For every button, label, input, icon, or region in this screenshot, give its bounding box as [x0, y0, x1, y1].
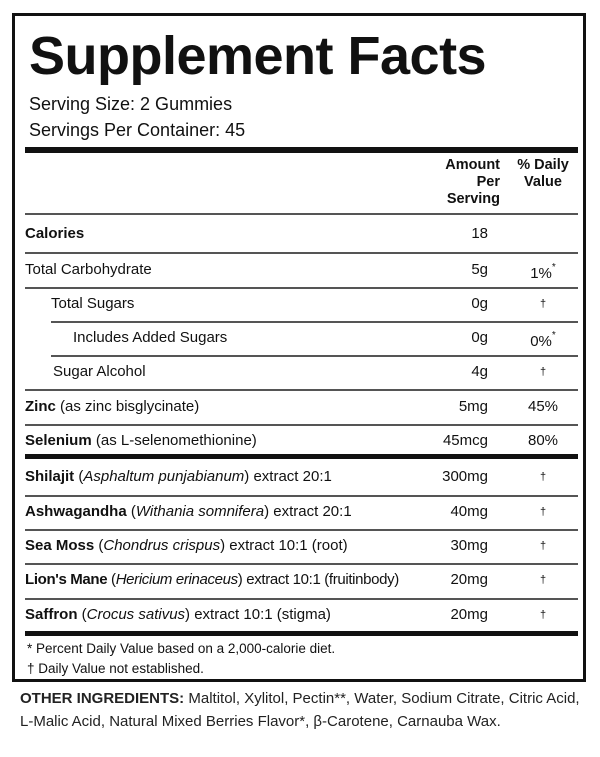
divider: [25, 389, 578, 391]
other-ingredients: [20, 687, 586, 733]
nutrient-daily-value: 45%: [527, 398, 559, 415]
row-added-sugars: [15, 323, 583, 353]
dagger-mark: †: [539, 574, 547, 586]
nutrient-amount: 0g: [471, 329, 488, 346]
dv-value: 1%: [530, 265, 552, 282]
panel-title: Supplement Facts: [29, 26, 487, 86]
footnote-daily-value: * Percent Daily Value based on a 2,000-calorie diet.: [27, 641, 336, 656]
row-total-carbohydrate: [15, 255, 583, 285]
row-ashwagandha: [15, 497, 583, 527]
ingredient-name: [25, 565, 399, 595]
paren: (: [74, 468, 84, 485]
ingredient-name: [25, 531, 348, 561]
ingredient-name-bold: Sea Moss: [25, 537, 95, 554]
row-shilajit: [15, 462, 583, 492]
ingredient-name-bold: Ashwagandha: [25, 503, 127, 520]
extract-detail: ) extract 10:1 (stigma): [185, 606, 331, 623]
latin-name: Crocus sativus: [86, 606, 186, 623]
latin-name: Asphaltum punjabianum: [83, 468, 245, 485]
nutrient-amount: 5mg: [458, 398, 488, 415]
nutrient-amount: 0g: [471, 295, 488, 312]
row-total-sugars: [15, 289, 583, 319]
divider: [25, 252, 578, 254]
paren: (: [77, 606, 87, 623]
latin-name: Hericium erinaceus: [115, 571, 238, 588]
amount-header-line: Serving: [446, 191, 500, 207]
extract-detail: ) extract 20:1: [264, 503, 352, 520]
other-ingredients-list: Maltitol, Xylitol, Pectin**, Water, Sodium Citrate, Citric Acid, L-Malic Acid, Natural Mixed Berries Flavor*, β-Carotene, Carnauba Wax.: [20, 690, 580, 730]
nutrient-name: Total Sugars: [51, 295, 135, 312]
nutrient-name: [25, 392, 199, 422]
latin-name: Withania somnifera: [135, 503, 265, 520]
row-sugar-alcohol: [15, 357, 583, 387]
nutrient-name-bold: Selenium: [25, 432, 92, 449]
nutrient-name: Calories: [25, 225, 85, 242]
other-ingredients-heading: OTHER INGREDIENTS:: [20, 690, 185, 707]
amount-header-line: Amount: [445, 157, 500, 173]
nutrient-name: Includes Added Sugars: [73, 329, 228, 346]
ingredient-amount: 300mg: [442, 468, 488, 485]
nutrient-name: Total Carbohydrate: [25, 261, 152, 278]
dagger-mark: †: [539, 540, 547, 552]
dagger-mark: †: [539, 366, 547, 378]
ingredient-name: [25, 497, 352, 527]
dagger-mark: †: [539, 471, 547, 483]
row-zinc: [15, 392, 583, 422]
amount-header-line: Per: [476, 174, 500, 190]
nutrient-amount: 5g: [471, 261, 488, 278]
ingredient-name: [25, 462, 332, 492]
nutrient-amount: 45mcg: [442, 432, 488, 449]
nutrient-amount: 18: [471, 225, 488, 242]
nutrient-amount: 4g: [471, 363, 488, 380]
extract-detail: ) extract 10:1 (fruitinbody): [237, 571, 399, 588]
nutrient-source: (as zinc bisglycinate): [55, 398, 200, 415]
thick-rule-botanicals: [25, 454, 578, 459]
ingredient-amount: 40mg: [450, 503, 488, 520]
ingredient-name-bold: Saffron: [25, 606, 78, 623]
ingredient-name: [25, 600, 331, 630]
dagger-mark: †: [539, 506, 547, 518]
supplement-facts-panel: [12, 13, 586, 682]
row-calories: [15, 219, 583, 249]
ingredient-amount: 20mg: [450, 606, 488, 623]
extract-detail: ) extract 20:1: [244, 468, 332, 485]
nutrient-daily-value: [507, 323, 579, 357]
asterisk-mark: *: [551, 330, 556, 341]
divider: [25, 213, 578, 215]
dv-value: 0%: [530, 333, 552, 350]
nutrient-name: Sugar Alcohol: [53, 363, 146, 380]
paren: (: [107, 571, 116, 588]
row-lions-mane: [15, 565, 583, 595]
dagger-mark: †: [539, 609, 547, 621]
nutrient-source: (as L-selenomethionine): [91, 432, 257, 449]
row-saffron: [15, 600, 583, 630]
nutrient-daily-value: 80%: [527, 432, 559, 449]
latin-name: Chondrus crispus: [103, 537, 221, 554]
ingredient-amount: 20mg: [450, 571, 488, 588]
ingredient-name-bold: Lion's Mane: [25, 571, 108, 588]
serving-size: Serving Size: 2 Gummies: [29, 94, 233, 114]
extract-detail: ) extract 10:1 (root): [220, 537, 348, 554]
dagger-mark: †: [539, 298, 547, 310]
nutrient-name: [25, 426, 257, 456]
footnote-not-established: † Daily Value not established.: [27, 661, 204, 676]
paren: (: [94, 537, 104, 554]
ingredient-amount: 30mg: [450, 537, 488, 554]
row-sea-moss: [15, 531, 583, 561]
dv-header-line: % Daily: [517, 157, 569, 173]
row-selenium: [15, 426, 583, 456]
dv-header-line: Value: [524, 174, 562, 190]
thick-rule-footer: [25, 631, 578, 636]
column-header-amount: [425, 157, 500, 208]
asterisk-mark: *: [551, 262, 556, 273]
servings-per-container: Servings Per Container: 45: [29, 120, 246, 140]
nutrient-name-bold: Zinc: [25, 398, 56, 415]
column-header-daily-value: [507, 157, 579, 191]
paren: (: [126, 503, 136, 520]
nutrient-daily-value: [507, 255, 579, 289]
ingredient-name-bold: Shilajit: [25, 468, 75, 485]
thick-rule-header: [25, 147, 578, 153]
